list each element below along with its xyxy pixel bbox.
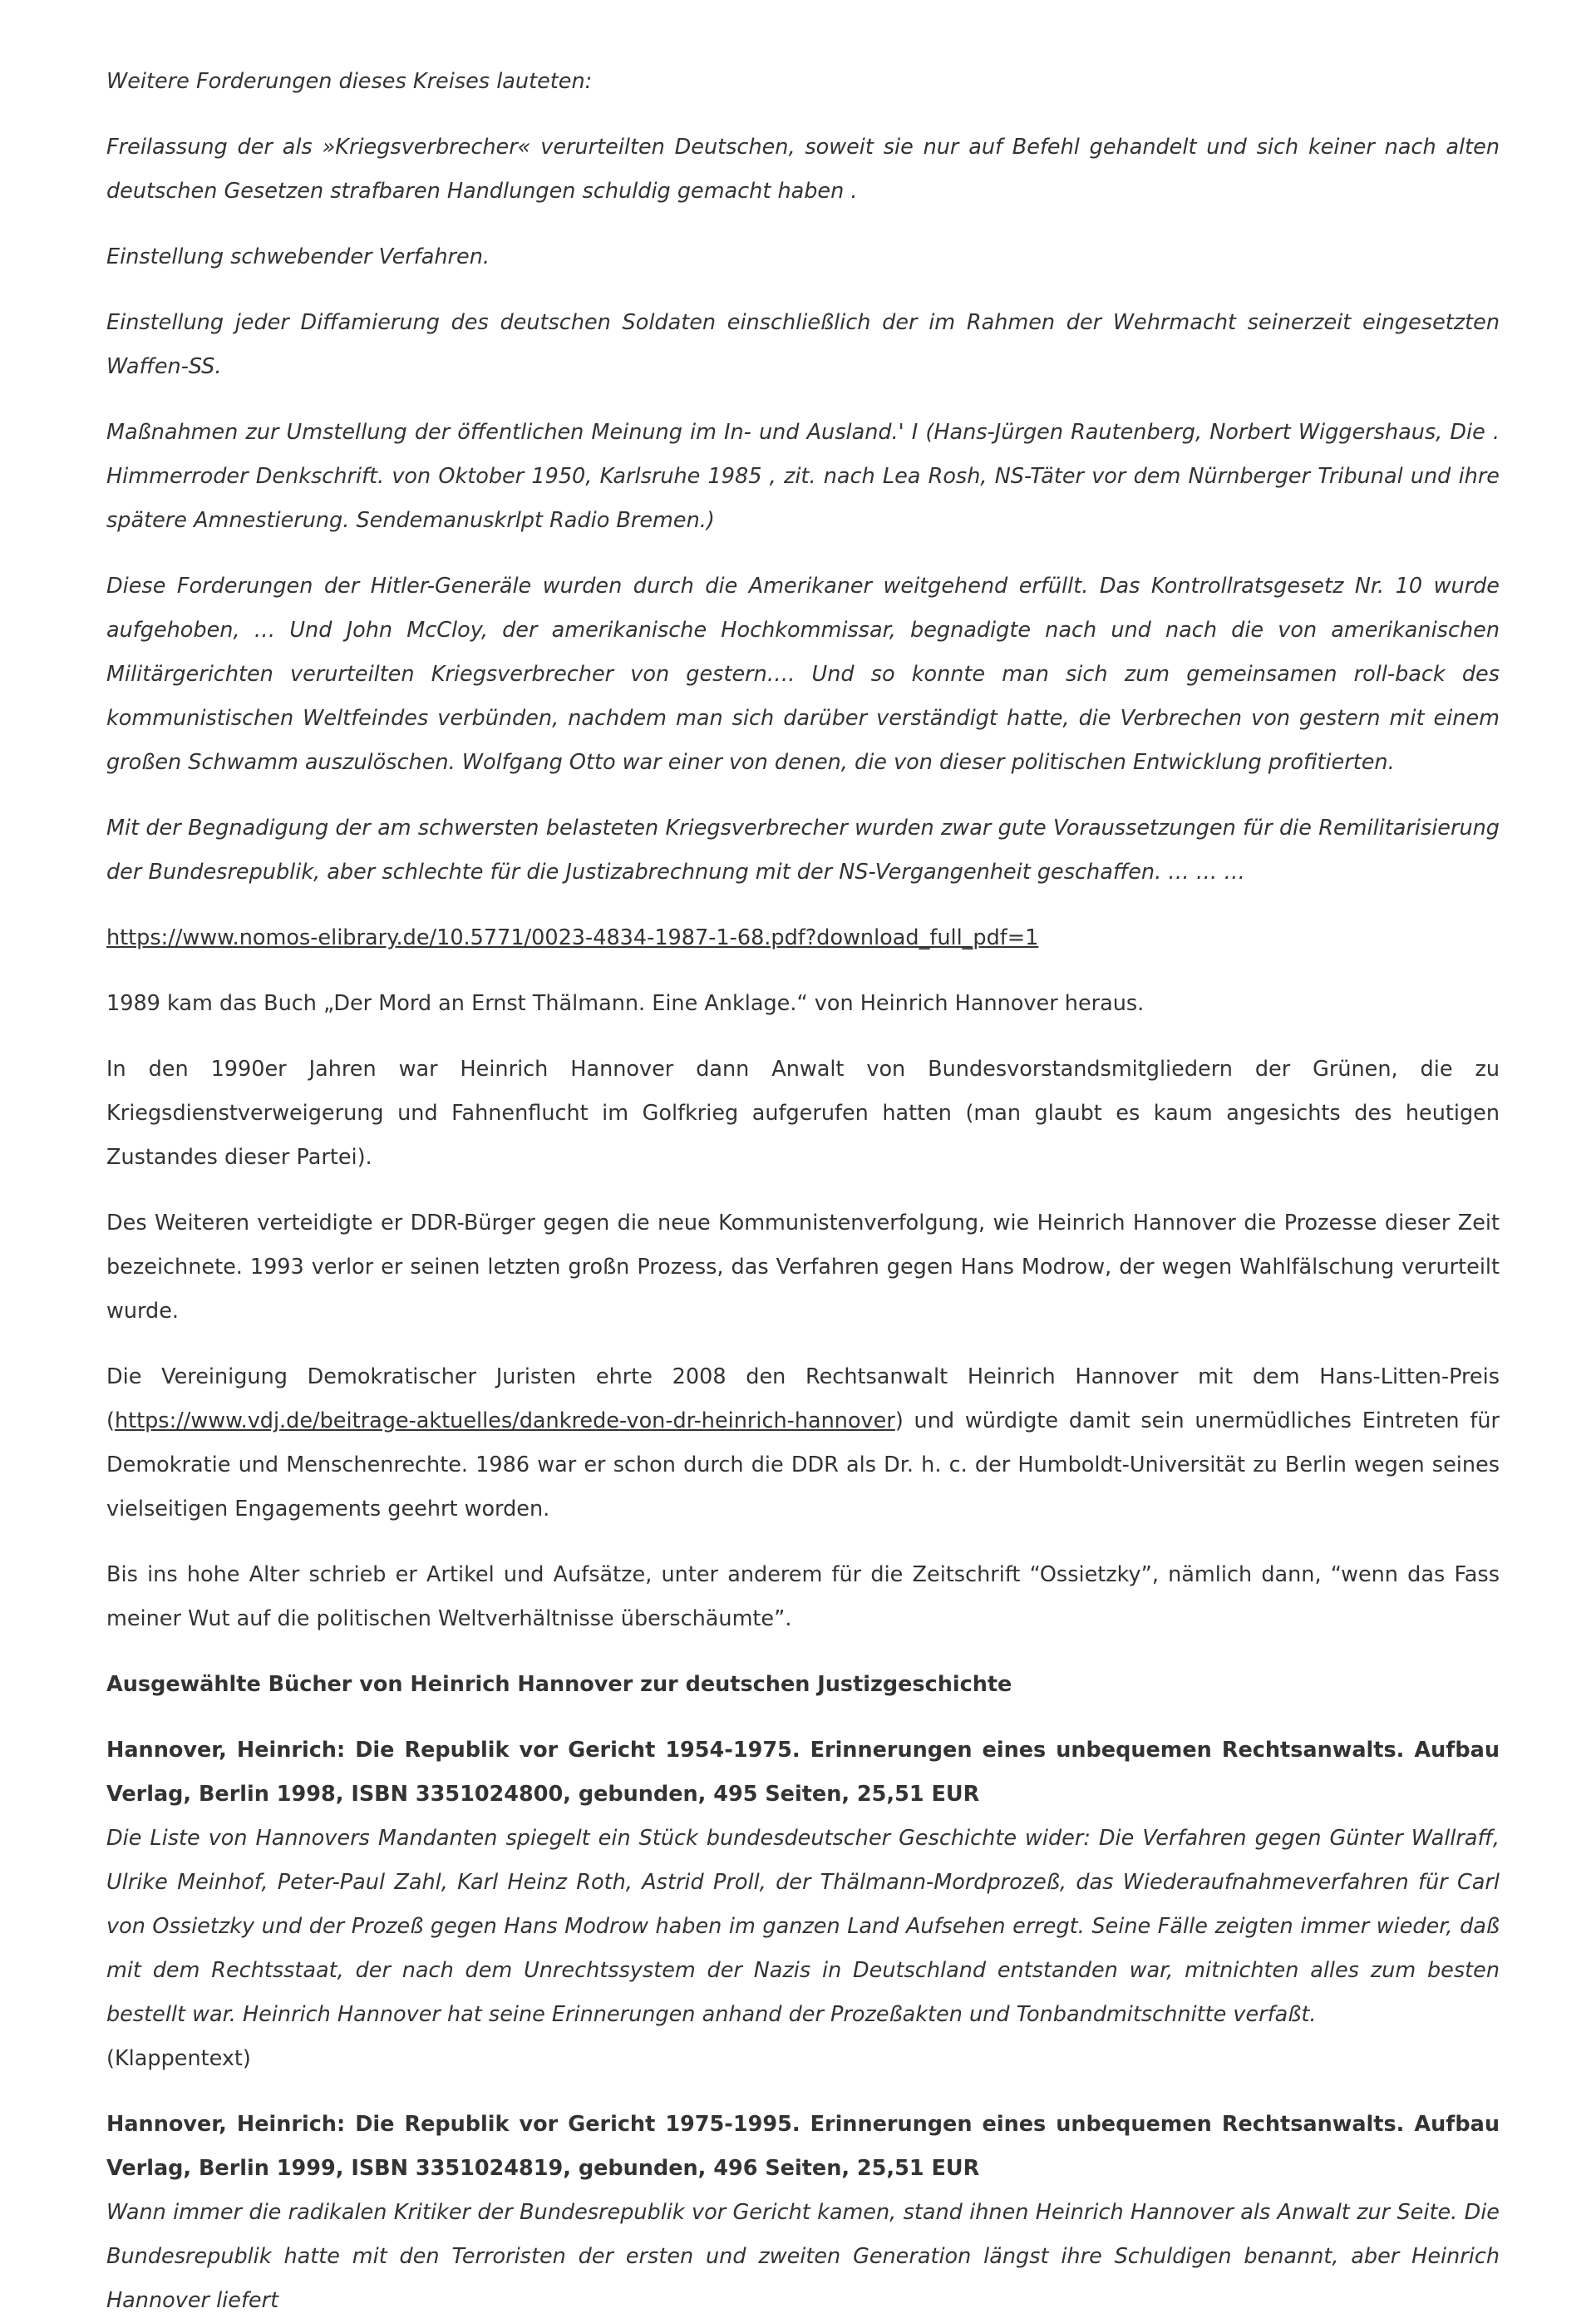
paragraph-demand-defamation: Einstellung jeder Diffamierung des deutschen Soldaten einschließlich der im Rahmen der Wehrmacht seinerzeit eingesetzten Waffen-SS. — [106, 310, 1500, 379]
paragraph-ossietzky: Bis ins hohe Alter schrieb er Artikel und Aufsätze, unter anderem für die Zeitschrift “Ossietzky”, nämlich dann, “wenn das Fass meiner Wut auf die politischen Weltverhältnisse überschäumte”. — [106, 1562, 1500, 1631]
book-2-description: Wann immer die radikalen Kritiker der Bundesrepublik vor Gericht kamen, stand ihnen Heinrich Hannover als Anwalt zur Seite. Die Bundesrepublik hatte mit den Terroristen der ersten und zweiten Generation längst ihre Schuldigen benannt, aber Heinrich Hannover liefert — [106, 2200, 1500, 2313]
paragraph-demand-release: Freilassung der als »Kriegsverbrecher« verurteilten Deutschen, soweit sie nur auf Befehl gehandelt und sich keiner nach alten deutschen Gesetzen strafbaren Handlungen schuldig gemacht haben . — [106, 135, 1500, 204]
book-2-title: Hannover, Heinrich: Die Republik vor Gericht 1975-1995. Erinnerungen eines unbequemen Rechtsanwalts. Aufbau Verlag, Berlin 1999, ISBN 3351024819, gebunden, 496 Seiten, 25,51 EUR — [106, 2112, 1500, 2181]
vdj-link[interactable]: https://www.vdj.de/beitrage-aktuelles/dankrede-von-dr-heinrich-hannover — [114, 1408, 895, 1433]
source-link-paragraph — [106, 916, 1500, 960]
paragraph-litten-prize — [106, 1355, 1500, 1531]
litten-prize-text-end: ) und würdigte damit sein unermüdliches Eintreten für Demokratie und Menschenrechte. 1986 war er schon durch die DDR als Dr. h. c. der Humboldt-Universität zu Berlin wegen seines vielseitigen Engagements geehrt worden. — [106, 1408, 1500, 1522]
section-heading: Ausgewählte Bücher von Heinrich Hannover zur deutschen Justizgeschichte — [106, 1672, 1012, 1697]
paragraph-demand-proceedings: Einstellung schwebender Verfahren. — [106, 244, 490, 269]
source-link[interactable]: https://www.nomos-elibrary.de/10.5771/0023-4834-1987-1-68.pdf?download_full_pdf=1 — [106, 925, 1039, 950]
paragraph-demand-opinion: Maßnahmen zur Umstellung der öffentlichen Meinung im In- und Ausland.' I (Hans-Jürgen Rautenberg, Norbert Wiggershaus, Die . Himmerroder Denkschrift. von Oktober 1950, Karlsruhe 1985 , zit. nach Lea Rosh, NS-Täter vor dem Nürnberger Tribunal und ihre spätere Amnestierung. Sendemanuskrlpt Radio Bremen.) — [106, 420, 1500, 533]
paragraph-pardon: Mit der Begnadigung der am schwersten belasteten Kriegsverbrecher wurden zwar gute Voraussetzungen für die Remilitarisierung der Bundesrepublik, aber schlechte für die Justizabrechnung mit der NS-Vergangenheit geschaffen. … … … — [106, 816, 1500, 885]
book-1-note: (Klappentext) — [106, 2046, 251, 2071]
paragraph-thaelmann-book: 1989 kam das Buch „Der Mord an Ernst Thälmann. Eine Anklage.“ von Heinrich Hannover heraus. — [106, 991, 1145, 1016]
litten-prize-text-start: Die Vereinigung Demokratischer Juristen ehrte 2008 den Rechtsanwalt Heinrich Hannover mit dem Hans-Litten-Preis ( — [106, 1364, 1500, 1433]
book-1-description: Die Liste von Hannovers Mandanten spiegelt ein Stück bundesdeutscher Geschichte wider: Die Verfahren gegen Günter Wallraff, Ulrike Meinhof, Peter-Paul Zahl, Karl Heinz Roth, Astrid Proll, der Thälmann-Mordprozeß, das Wiederaufnahmeverfahren für Carl von Ossietzky und der Prozeß gegen Hans Modrow haben im ganzen Land Aufsehen erregt. Seine Fälle zeigten immer wieder, daß mit dem Rechtsstaat, der nach dem Unrechtssystem der Nazis in Deutschland entstanden war, mitnichten alles zum besten bestellt war. Heinrich Hannover hat seine Erinnerungen anhand der Prozeßakten und Tonbandmitschnitte verfaßt. — [106, 1826, 1500, 2027]
paragraph-demands-fulfilled: Diese Forderungen der Hitler-Generäle wurden durch die Amerikaner weitgehend erfüllt. Das Kontrollratsgesetz Nr. 10 wurde aufgehoben, … Und John McCloy, der amerikanische Hochkommissar, begnadigte nach und nach die von amerikanischen Militärgerichten verurteilten Kriegsverbrecher von gestern…. Und so konnte man sich zum gemeinsamen roll-back des kommunistischen Weltfeindes verbünden, nachdem man sich darüber verständigt hatte, die Verbrechen von gestern mit einem großen Schwamm auszulöschen. Wolfgang Otto war einer von denen, die von dieser politischen Entwicklung profitierten. — [106, 574, 1500, 775]
paragraph-ddr-citizens: Des Weiteren verteidigte er DDR-Bürger gegen die neue Kommunistenverfolgung, wie Heinrich Hannover die Prozesse dieser Zeit bezeichnete. 1993 verlor er seinen letzten großn Prozess, das Verfahren gegen Hans Modrow, der wegen Wahlfälschung verurteilt wurde. — [106, 1211, 1500, 1324]
paragraph-1990s: In den 1990er Jahren war Heinrich Hannover dann Anwalt von Bundesvorstandsmitgliedern der Grünen, die zu Kriegsdienstverweigerung und Fahnenflucht im Golfkrieg aufgerufen hatten (man glaubt es kaum angesichts des heutigen Zustandes dieser Partei). — [106, 1057, 1500, 1170]
book-1-title: Hannover, Heinrich: Die Republik vor Gericht 1954-1975. Erinnerungen eines unbequemen Rechtsanwalts. Aufbau Verlag, Berlin 1998, ISBN 3351024800, gebunden, 495 Seiten, 25,51 EUR — [106, 1738, 1500, 1807]
document-page — [106, 60, 1500, 2323]
paragraph-demands-intro: Weitere Forderungen dieses Kreises lauteten: — [106, 69, 593, 94]
